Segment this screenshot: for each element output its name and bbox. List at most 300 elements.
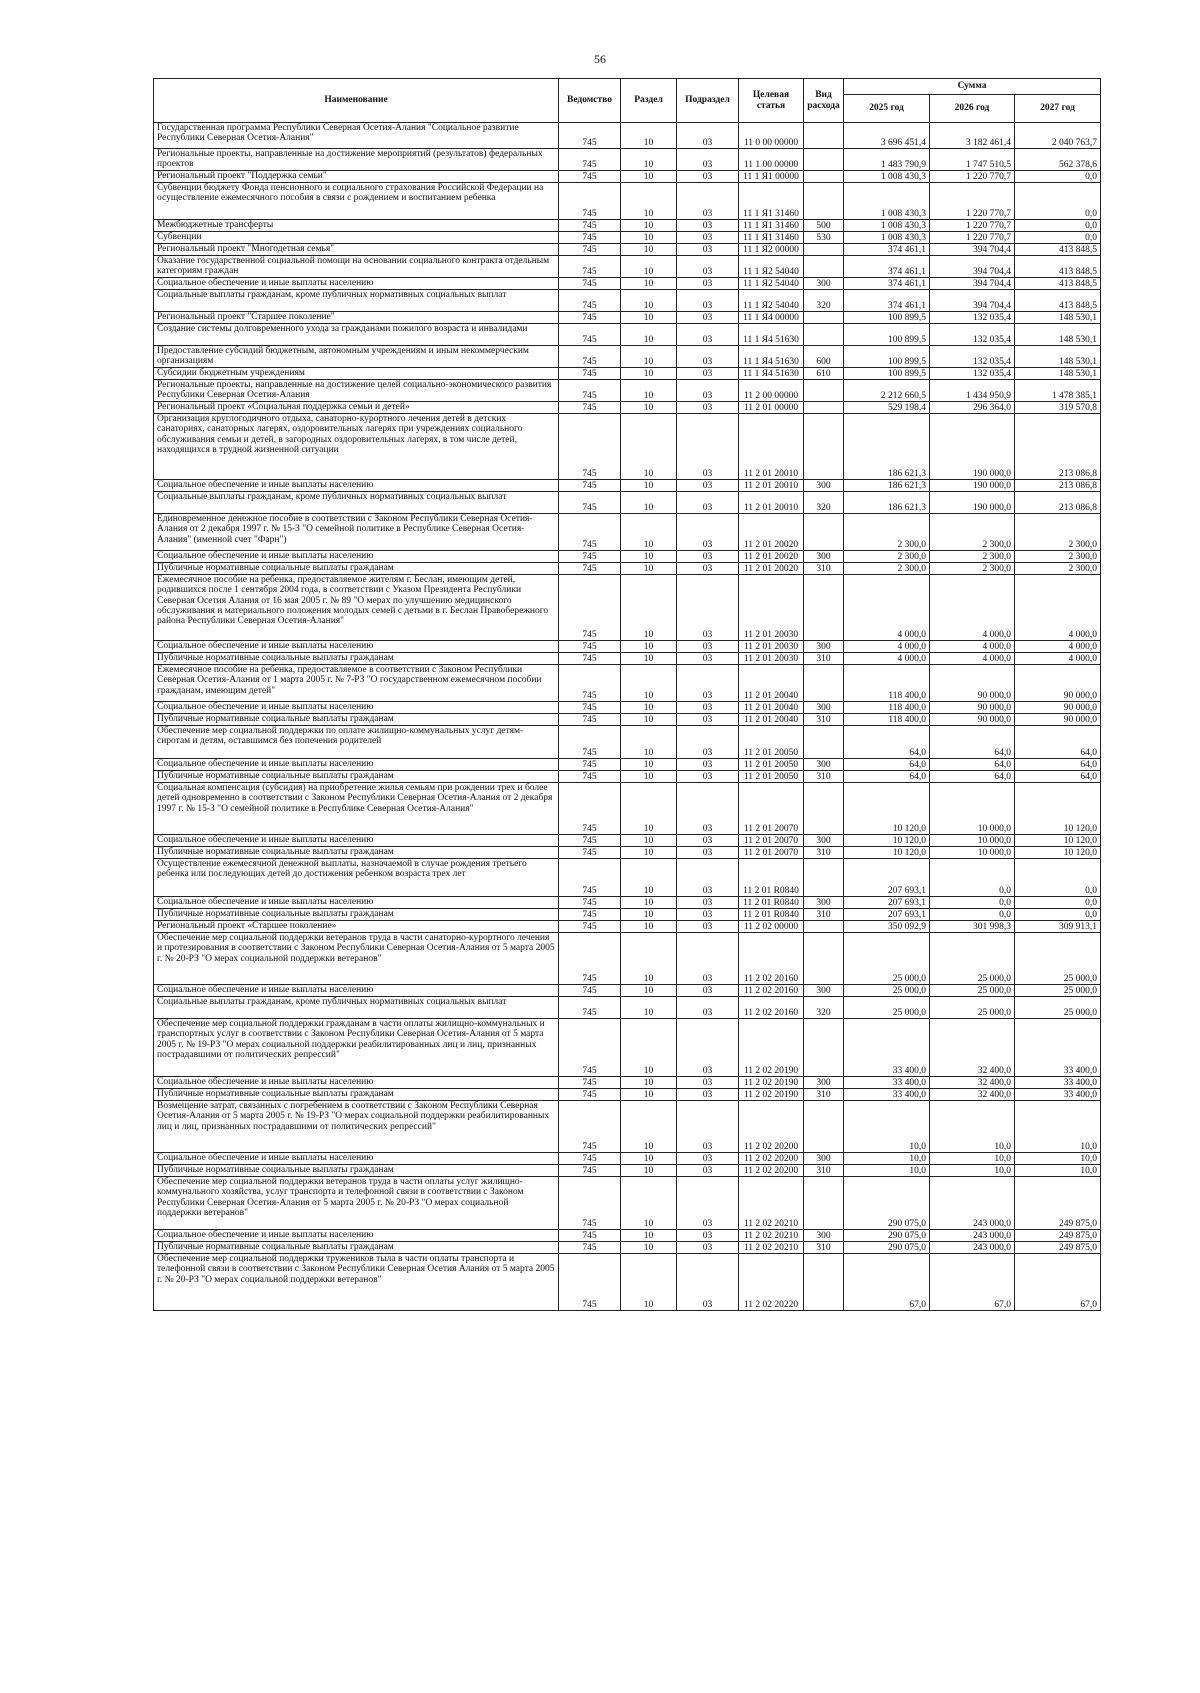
row-value-2025: 350 092,9: [844, 921, 930, 933]
row-section: 10: [621, 149, 677, 171]
row-name: Региональный проект "Старшее поколение": [154, 312, 559, 324]
row-value-2025: 25 000,0: [844, 997, 930, 1019]
table-row: [154, 702, 1101, 714]
row-value-2027: 213 086,8: [1015, 480, 1101, 492]
row-subsection: 03: [677, 859, 739, 897]
row-value-2025: 2 300,0: [844, 514, 930, 551]
row-value-2025: 186 621,3: [844, 414, 930, 480]
table-row: [154, 835, 1101, 847]
row-name: Предоставление субсидий бюджетным, автономным учреждениям и иным некоммерческим организациям: [154, 346, 559, 368]
row-value-2025: 25 000,0: [844, 985, 930, 997]
row-section: 10: [621, 997, 677, 1019]
row-dept: 745: [559, 714, 621, 726]
row-value-2026: 10 000,0: [930, 783, 1015, 835]
row-exp-type: [804, 324, 844, 346]
row-name: Обеспечение мер социальной поддержки ветеранов труда в части оплаты услуг жилищно-коммунального хозяйства, услуг транспорта и телефонной связи в соответствии с Законом Республики Северная Осетия-Алания от 5 марта 2005 г. № 20-РЗ "О мерах социальной поддержки ветеранов": [154, 1177, 559, 1230]
table-row: [154, 1254, 1101, 1311]
row-dept: 745: [559, 985, 621, 997]
row-target: 11 2 01 R0840: [739, 897, 804, 909]
row-value-2026: 32 400,0: [930, 1089, 1015, 1101]
table-row: [154, 1242, 1101, 1254]
row-dept: 745: [559, 921, 621, 933]
row-subsection: 03: [677, 346, 739, 368]
col-header-section: Раздел: [621, 79, 677, 123]
row-value-2026: 10 000,0: [930, 847, 1015, 859]
row-section: 10: [621, 368, 677, 380]
row-value-2025: 1 008 430,3: [844, 183, 930, 220]
row-subsection: 03: [677, 414, 739, 480]
row-subsection: 03: [677, 149, 739, 171]
row-subsection: 03: [677, 897, 739, 909]
row-exp-type: 310: [804, 653, 844, 665]
row-value-2027: 148 530,1: [1015, 324, 1101, 346]
table-row: [154, 480, 1101, 492]
row-dept: 745: [559, 1177, 621, 1230]
col-header-2025: 2025 год: [844, 95, 930, 123]
row-exp-type: [804, 665, 844, 702]
table-row: [154, 759, 1101, 771]
row-section: 10: [621, 1019, 677, 1077]
row-value-2026: 132 035,4: [930, 346, 1015, 368]
row-name: Межбюджетные трансферты: [154, 220, 559, 232]
row-value-2025: 4 000,0: [844, 575, 930, 641]
row-name: Субсидии бюджетным учреждениям: [154, 368, 559, 380]
row-value-2026: 394 704,4: [930, 278, 1015, 290]
col-header-subsection: Подраздел: [677, 79, 739, 123]
table-row: [154, 123, 1101, 149]
row-dept: 745: [559, 290, 621, 312]
row-target: 11 1 Я1 31460: [739, 183, 804, 220]
row-value-2027: 64,0: [1015, 726, 1101, 759]
row-value-2027: 148 530,1: [1015, 368, 1101, 380]
row-subsection: 03: [677, 641, 739, 653]
row-subsection: 03: [677, 1242, 739, 1254]
table-row: [154, 771, 1101, 783]
col-header-2027: 2027 год: [1015, 95, 1101, 123]
row-dept: 745: [559, 575, 621, 641]
table-body: [154, 123, 1101, 1311]
row-exp-type: [804, 514, 844, 551]
row-section: 10: [621, 183, 677, 220]
row-dept: 745: [559, 324, 621, 346]
row-value-2025: 10 120,0: [844, 783, 930, 835]
row-value-2025: 290 075,0: [844, 1242, 930, 1254]
row-value-2026: 1 747 510,5: [930, 149, 1015, 171]
page-number: 56: [594, 52, 606, 66]
row-value-2027: 0,0: [1015, 171, 1101, 183]
row-name: Публичные нормативные социальные выплаты гражданам: [154, 563, 559, 575]
row-value-2027: 33 400,0: [1015, 1019, 1101, 1077]
row-value-2025: 118 400,0: [844, 665, 930, 702]
row-value-2027: 0,0: [1015, 220, 1101, 232]
table-row: [154, 1153, 1101, 1165]
row-dept: 745: [559, 380, 621, 402]
table-row: [154, 1019, 1101, 1077]
row-value-2025: 10,0: [844, 1153, 930, 1165]
row-value-2025: 374 461,1: [844, 290, 930, 312]
row-value-2027: 25 000,0: [1015, 997, 1101, 1019]
row-section: 10: [621, 1254, 677, 1311]
row-value-2026: 0,0: [930, 897, 1015, 909]
row-subsection: 03: [677, 1254, 739, 1311]
row-value-2026: 132 035,4: [930, 368, 1015, 380]
row-subsection: 03: [677, 847, 739, 859]
row-name: Социальное обеспечение и иные выплаты населению: [154, 835, 559, 847]
row-section: 10: [621, 256, 677, 278]
row-target: 11 2 02 20210: [739, 1230, 804, 1242]
row-value-2027: 562 378,6: [1015, 149, 1101, 171]
table-row: [154, 897, 1101, 909]
row-value-2027: 148 530,1: [1015, 312, 1101, 324]
row-value-2027: 10,0: [1015, 1101, 1101, 1153]
row-value-2026: 90 000,0: [930, 665, 1015, 702]
row-value-2025: 100 899,5: [844, 312, 930, 324]
row-target: 11 2 01 00000: [739, 402, 804, 414]
row-name: Публичные нормативные социальные выплаты гражданам: [154, 714, 559, 726]
row-dept: 745: [559, 1019, 621, 1077]
row-section: 10: [621, 933, 677, 985]
row-exp-type: [804, 380, 844, 402]
row-section: 10: [621, 783, 677, 835]
row-value-2025: 33 400,0: [844, 1089, 930, 1101]
row-dept: 745: [559, 1077, 621, 1089]
row-section: 10: [621, 171, 677, 183]
row-section: 10: [621, 1077, 677, 1089]
row-value-2026: 243 000,0: [930, 1242, 1015, 1254]
row-exp-type: 500: [804, 220, 844, 232]
row-value-2026: 243 000,0: [930, 1230, 1015, 1242]
row-name: Публичные нормативные социальные выплаты гражданам: [154, 909, 559, 921]
row-section: 10: [621, 402, 677, 414]
row-value-2025: 64,0: [844, 771, 930, 783]
row-subsection: 03: [677, 514, 739, 551]
table-row: [154, 346, 1101, 368]
row-name: Социальные выплаты гражданам, кроме публичных нормативных социальных выплат: [154, 997, 559, 1019]
row-target: 11 2 02 20200: [739, 1153, 804, 1165]
row-target: 11 2 01 20010: [739, 480, 804, 492]
row-dept: 745: [559, 220, 621, 232]
row-dept: 745: [559, 256, 621, 278]
row-exp-type: 610: [804, 368, 844, 380]
row-value-2027: 4 000,0: [1015, 641, 1101, 653]
row-section: 10: [621, 414, 677, 480]
row-target: 11 1 Я1 31460: [739, 220, 804, 232]
row-value-2026: 4 000,0: [930, 653, 1015, 665]
row-value-2025: 2 300,0: [844, 551, 930, 563]
row-subsection: 03: [677, 702, 739, 714]
row-target: 11 2 00 00000: [739, 380, 804, 402]
row-value-2027: 10,0: [1015, 1153, 1101, 1165]
row-value-2027: 309 913,1: [1015, 921, 1101, 933]
row-target: 11 2 02 20200: [739, 1101, 804, 1153]
row-subsection: 03: [677, 933, 739, 985]
row-name: Единовременное денежное пособие в соответствии с Законом Республики Северная Осетия-Алания от 2 декабря 1997 г. № 15-З "О семейной политике в Республике Северная Осетия-Алания" (именной счет "Фарн"): [154, 514, 559, 551]
row-dept: 745: [559, 514, 621, 551]
row-subsection: 03: [677, 1230, 739, 1242]
row-name: Региональный проект «Социальная поддержка семьи и детей»: [154, 402, 559, 414]
row-section: 10: [621, 759, 677, 771]
row-exp-type: 300: [804, 551, 844, 563]
row-value-2025: 64,0: [844, 726, 930, 759]
row-target: 11 1 Я4 00000: [739, 312, 804, 324]
row-value-2027: 33 400,0: [1015, 1089, 1101, 1101]
row-target: 11 1 Я2 54040: [739, 256, 804, 278]
row-exp-type: [804, 1019, 844, 1077]
row-value-2026: 296 364,0: [930, 402, 1015, 414]
table-row: [154, 149, 1101, 171]
row-dept: 745: [559, 847, 621, 859]
row-name: Публичные нормативные социальные выплаты гражданам: [154, 771, 559, 783]
row-value-2026: 2 300,0: [930, 551, 1015, 563]
row-target: 11 2 02 00000: [739, 921, 804, 933]
row-subsection: 03: [677, 759, 739, 771]
row-name: Социальные выплаты гражданам, кроме публичных нормативных социальных выплат: [154, 492, 559, 514]
row-exp-type: [804, 149, 844, 171]
row-value-2026: 10,0: [930, 1153, 1015, 1165]
row-value-2025: 186 621,3: [844, 480, 930, 492]
row-target: 11 2 01 20020: [739, 563, 804, 575]
row-target: 11 2 01 R0840: [739, 859, 804, 897]
row-value-2026: 301 998,3: [930, 921, 1015, 933]
budget-table: [153, 78, 1101, 1311]
row-subsection: 03: [677, 480, 739, 492]
row-section: 10: [621, 835, 677, 847]
row-name: Социальное обеспечение и иные выплаты населению: [154, 985, 559, 997]
table-row: [154, 1089, 1101, 1101]
row-value-2027: 2 300,0: [1015, 563, 1101, 575]
row-value-2026: 394 704,4: [930, 244, 1015, 256]
row-subsection: 03: [677, 783, 739, 835]
row-subsection: 03: [677, 771, 739, 783]
row-section: 10: [621, 653, 677, 665]
row-section: 10: [621, 909, 677, 921]
row-target: 11 2 01 20070: [739, 835, 804, 847]
row-dept: 745: [559, 835, 621, 847]
col-header-target: Целевая статья: [739, 79, 804, 123]
row-value-2027: 67,0: [1015, 1254, 1101, 1311]
row-subsection: 03: [677, 324, 739, 346]
row-exp-type: [804, 402, 844, 414]
row-value-2026: 4 000,0: [930, 575, 1015, 641]
row-target: 11 2 01 20050: [739, 759, 804, 771]
row-name: Обеспечение мер социальной поддержки тружеников тыла в части оплаты транспорта и телефонной связи в соответствии с Законом Республики Северная Осетия Алания от 5 марта 2005 г. № 20-РЗ "О мерах социальной поддержки ветеранов": [154, 1254, 559, 1311]
row-target: 11 2 02 20160: [739, 985, 804, 997]
row-section: 10: [621, 551, 677, 563]
row-target: 11 2 01 20020: [739, 551, 804, 563]
row-subsection: 03: [677, 726, 739, 759]
row-value-2027: 25 000,0: [1015, 985, 1101, 997]
row-name: Обеспечение мер социальной поддержки по оплате жилищно-коммунальных услуг детям-сиротам и детям, оставшимся без попечения родителей: [154, 726, 559, 759]
row-value-2026: 190 000,0: [930, 414, 1015, 480]
row-value-2025: 100 899,5: [844, 346, 930, 368]
row-name: Публичные нормативные социальные выплаты гражданам: [154, 1089, 559, 1101]
row-section: 10: [621, 702, 677, 714]
row-value-2026: 32 400,0: [930, 1077, 1015, 1089]
row-value-2027: 1 478 385,1: [1015, 380, 1101, 402]
row-dept: 745: [559, 1101, 621, 1153]
row-dept: 745: [559, 171, 621, 183]
row-dept: 745: [559, 480, 621, 492]
row-dept: 745: [559, 726, 621, 759]
row-dept: 745: [559, 402, 621, 414]
row-value-2026: 3 182 461,4: [930, 123, 1015, 149]
row-value-2026: 25 000,0: [930, 985, 1015, 997]
row-value-2025: 186 621,3: [844, 492, 930, 514]
table-row: [154, 492, 1101, 514]
row-name: Возмещение затрат, связанных с погребением в соответствии с Законом Республики Северная Осетия-Алания от 5 марта 2005 г. № 19-РЗ "О мерах социальной поддержки реабилитированных лиц и лиц, признанных пострадавшими от политических репрессий": [154, 1101, 559, 1153]
row-value-2027: 10,0: [1015, 1165, 1101, 1177]
row-target: 11 2 01 20020: [739, 514, 804, 551]
row-dept: 745: [559, 244, 621, 256]
row-name: Публичные нормативные социальные выплаты гражданам: [154, 847, 559, 859]
row-subsection: 03: [677, 492, 739, 514]
row-exp-type: 300: [804, 278, 844, 290]
row-name: Осуществление ежемесячной денежной выплаты, назначаемой в случае рождения третьего ребенка или последующих детей до достижения ребенком возраста трех лет: [154, 859, 559, 897]
row-section: 10: [621, 123, 677, 149]
row-exp-type: [804, 171, 844, 183]
row-value-2026: 394 704,4: [930, 290, 1015, 312]
row-value-2025: 10,0: [844, 1101, 930, 1153]
row-name: Социальные выплаты гражданам, кроме публичных нормативных социальных выплат: [154, 290, 559, 312]
row-dept: 745: [559, 368, 621, 380]
row-section: 10: [621, 244, 677, 256]
row-name: Обеспечение мер социальной поддержки ветеранов труда в части санаторно-курортного лечения и протезирования в соответствии с Законом Республики Северная Осетия-Алания от 5 марта 2005 г. № 20-РЗ "О мерах социальной поддержки ветеранов": [154, 933, 559, 985]
col-header-name: Наименование: [154, 79, 559, 123]
row-dept: 745: [559, 551, 621, 563]
row-target: 11 2 01 20050: [739, 726, 804, 759]
row-value-2026: 64,0: [930, 726, 1015, 759]
row-value-2025: 290 075,0: [844, 1177, 930, 1230]
row-value-2027: 413 848,5: [1015, 290, 1101, 312]
row-value-2027: 148 530,1: [1015, 346, 1101, 368]
row-target: 11 1 Я2 54040: [739, 290, 804, 312]
row-target: 11 2 01 20030: [739, 653, 804, 665]
row-value-2027: 64,0: [1015, 759, 1101, 771]
table-row: [154, 1165, 1101, 1177]
row-exp-type: 310: [804, 1242, 844, 1254]
row-name: Ежемесячное пособие на ребенка, предоставляемое в соответствии с Законом Республики Северная Осетия-Алания от 1 марта 2005 г. № 7-РЗ "О государственном ежемесячном пособии гражданам, имеющим детей": [154, 665, 559, 702]
row-value-2025: 374 461,1: [844, 244, 930, 256]
table-row: [154, 665, 1101, 702]
table-row: [154, 402, 1101, 414]
row-section: 10: [621, 921, 677, 933]
row-exp-type: 320: [804, 997, 844, 1019]
row-target: 11 1 00 00000: [739, 149, 804, 171]
row-target: 11 2 01 20040: [739, 702, 804, 714]
row-exp-type: 300: [804, 1077, 844, 1089]
row-name: Региональные проекты, направленные на достижение мероприятий (результатов) федеральных проектов: [154, 149, 559, 171]
table-row: [154, 312, 1101, 324]
row-exp-type: 310: [804, 847, 844, 859]
row-section: 10: [621, 985, 677, 997]
row-subsection: 03: [677, 368, 739, 380]
table-row: [154, 909, 1101, 921]
row-target: 11 2 01 20010: [739, 492, 804, 514]
row-exp-type: [804, 575, 844, 641]
table-row: [154, 783, 1101, 835]
table-row: [154, 653, 1101, 665]
row-subsection: 03: [677, 835, 739, 847]
table-row: [154, 244, 1101, 256]
row-value-2026: 1 220 770,7: [930, 220, 1015, 232]
table-row: [154, 1230, 1101, 1242]
row-name: Социальное обеспечение и иные выплаты населению: [154, 551, 559, 563]
row-value-2027: 0,0: [1015, 232, 1101, 244]
row-subsection: 03: [677, 232, 739, 244]
row-subsection: 03: [677, 183, 739, 220]
row-exp-type: [804, 414, 844, 480]
row-exp-type: [804, 933, 844, 985]
row-name: Социальное обеспечение и иные выплаты населению: [154, 641, 559, 653]
row-dept: 745: [559, 414, 621, 480]
row-value-2026: 32 400,0: [930, 1019, 1015, 1077]
row-value-2025: 1 008 430,3: [844, 232, 930, 244]
row-value-2026: 1 220 770,7: [930, 171, 1015, 183]
table-row: [154, 1101, 1101, 1153]
row-value-2027: 25 000,0: [1015, 933, 1101, 985]
row-target: 11 2 01 20070: [739, 783, 804, 835]
row-value-2026: 10 000,0: [930, 835, 1015, 847]
row-section: 10: [621, 1177, 677, 1230]
row-exp-type: 300: [804, 897, 844, 909]
row-value-2025: 64,0: [844, 759, 930, 771]
row-name: Социальное обеспечение и иные выплаты населению: [154, 480, 559, 492]
row-subsection: 03: [677, 1077, 739, 1089]
row-section: 10: [621, 641, 677, 653]
row-subsection: 03: [677, 256, 739, 278]
row-section: 10: [621, 563, 677, 575]
row-value-2025: 118 400,0: [844, 702, 930, 714]
col-header-dept: Ведомство: [559, 79, 621, 123]
table-row: [154, 714, 1101, 726]
row-name: Социальное обеспечение и иные выплаты населению: [154, 1077, 559, 1089]
row-name: Государственная программа Республики Северная Осетия-Алания "Социальное развитие Республики Северная Осетия-Алания": [154, 123, 559, 149]
row-value-2025: 33 400,0: [844, 1019, 930, 1077]
row-target: 11 2 02 20190: [739, 1019, 804, 1077]
row-section: 10: [621, 897, 677, 909]
row-subsection: 03: [677, 402, 739, 414]
row-value-2026: 25 000,0: [930, 933, 1015, 985]
row-value-2027: 10 120,0: [1015, 835, 1101, 847]
row-section: 10: [621, 665, 677, 702]
row-dept: 745: [559, 1254, 621, 1311]
row-section: 10: [621, 859, 677, 897]
row-value-2025: 2 300,0: [844, 563, 930, 575]
row-value-2025: 529 198,4: [844, 402, 930, 414]
table-row: [154, 847, 1101, 859]
row-subsection: 03: [677, 921, 739, 933]
row-target: 11 2 02 20160: [739, 997, 804, 1019]
row-exp-type: 600: [804, 346, 844, 368]
row-value-2027: 10 120,0: [1015, 783, 1101, 835]
row-subsection: 03: [677, 997, 739, 1019]
table-row: [154, 933, 1101, 985]
row-subsection: 03: [677, 244, 739, 256]
row-value-2027: 90 000,0: [1015, 702, 1101, 714]
row-section: 10: [621, 346, 677, 368]
table-row: [154, 290, 1101, 312]
row-dept: 745: [559, 1230, 621, 1242]
row-value-2026: 190 000,0: [930, 492, 1015, 514]
row-value-2026: 190 000,0: [930, 480, 1015, 492]
row-value-2026: 4 000,0: [930, 641, 1015, 653]
row-value-2027: 413 848,5: [1015, 256, 1101, 278]
row-section: 10: [621, 380, 677, 402]
row-exp-type: [804, 726, 844, 759]
row-name: Создание системы долговременного ухода за гражданами пожилого возраста и инвалидами: [154, 324, 559, 346]
row-value-2025: 100 899,5: [844, 368, 930, 380]
table-row: [154, 641, 1101, 653]
